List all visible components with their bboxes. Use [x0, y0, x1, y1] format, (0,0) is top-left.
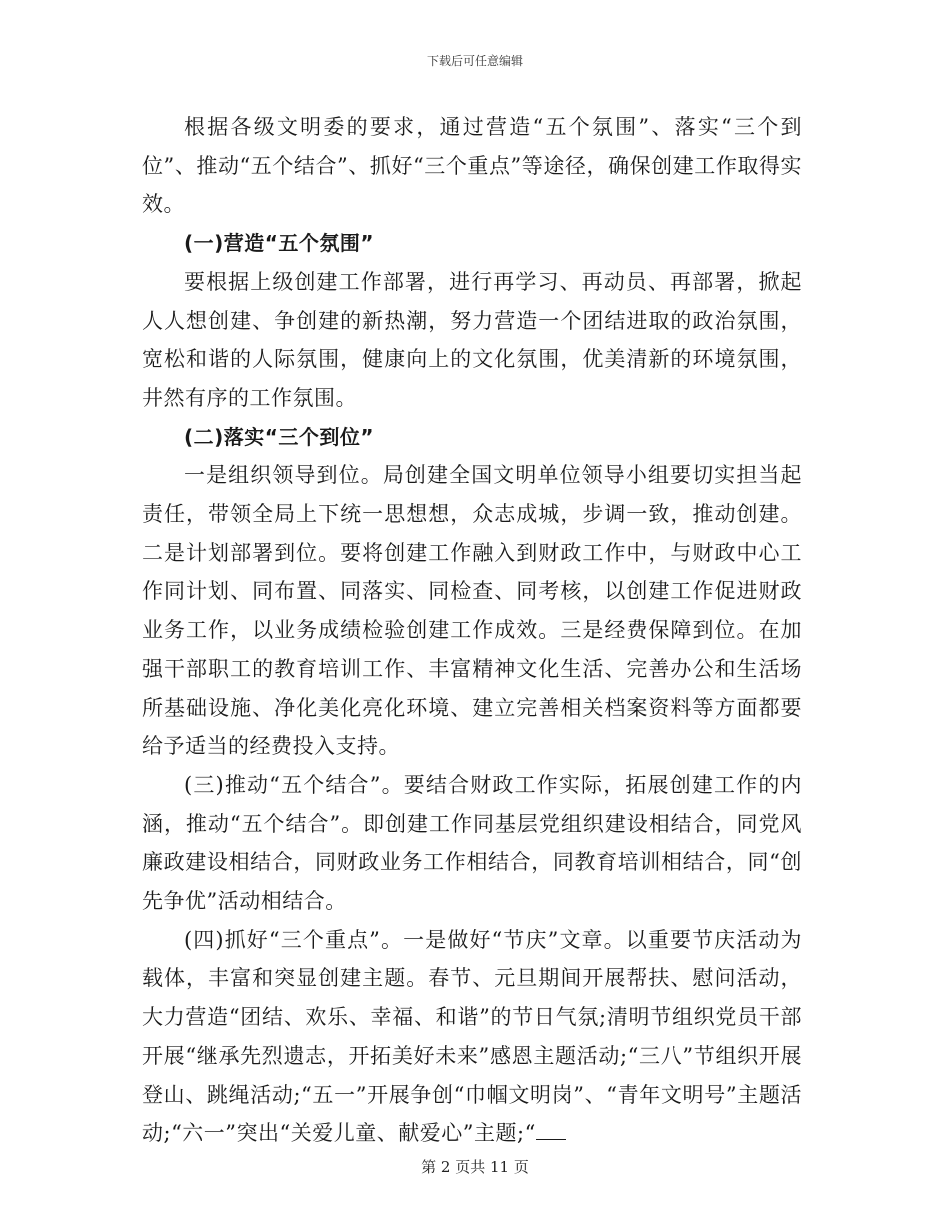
paragraph-three-in-place: 一是组织领导到位。局创建全国文明单位领导小组要切实担当起责任，带领全局上下统一思想想，众志成城，步调一致，推动创建。二是计划部署到位。要将创建工作融入到财政工作中，与财政中心工作同计划、同布置、同落实、同检查、同考核，以创建工作促进财政业务工作，以业务成绩检验创建工作成效。三是经费保障到位。在加强干部职工的教育培训工作、丰富精神文化生活、完善办公和生活场所基础设施、净化美化亮化环境、建立完善相关档案资料等方面都要给予适当的经费投入支持。 — [142, 463, 802, 759]
section-heading-2: (二)落实“三个到位” — [184, 424, 375, 449]
paragraph-three-priorities-text: (四)抓好“三个重点”。一是做好“节庆”文章。以重要节庆活动为载体，丰富和突显创建主题。春节、元旦期间开展帮扶、慰问活动，大力营造“团结、欢乐、幸福、和谐”的节日气氛;清明节组织党员干部开展“继承先烈遗志，开拓美好未来”感恩主题活动;“三八”节组织开展登山、跳绳活动;“五一”开展争创“巾帼文明岗”、“青年文明号”主题活动;“六一”突出“关爱儿童、献爱心”主题;“ — [142, 927, 802, 1146]
paragraph-five-combinations: (三)推动“五个结合”。要结合财政工作实际，拓展创建工作的内涵，推动“五个结合”。即创建工作同基层党组织建设相结合，同党风廉政建设相结合，同财政业务工作相结合，同教育培训相结合，同“创先争优”活动相结合。 — [142, 772, 802, 914]
paragraph-intro: 根据各级文明委的要求，通过营造“五个氛围”、落实“三个到位”、推动“五个结合”、抓好“三个重点”等途径，确保创建工作取得实效。 — [142, 115, 802, 217]
paragraph-atmosphere: 要根据上级创建工作部署，进行再学习、再动员、再部署，掀起人人想创建、争创建的新热潮，努力营造一个团结进取的政治氛围，宽松和谐的人际氛围，健康向上的文化氛围，优美清新的环境氛围，井然有序的工作氛围。 — [142, 269, 802, 410]
document-body — [142, 108, 802, 1153]
section-heading-1: (一)营造“五个氛围” — [184, 231, 375, 256]
paragraph-three-priorities — [142, 921, 802, 1153]
page-footer: 第 2 页共 11 页 — [421, 1158, 529, 1176]
fill-blank-line — [536, 1138, 566, 1140]
page-header: 下载后可任意编辑 — [426, 54, 523, 68]
